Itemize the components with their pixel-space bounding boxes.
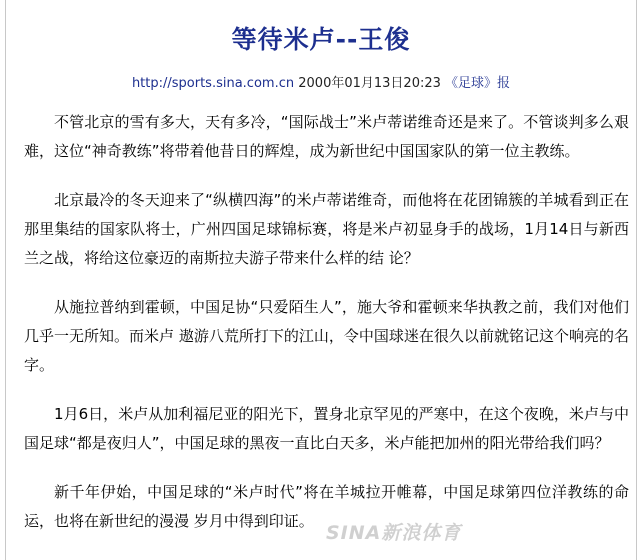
publish-datetime: 2000年01月13日20:23 xyxy=(298,76,441,91)
article-frame xyxy=(5,0,637,560)
source-publication-link[interactable]: 《足球》报 xyxy=(445,76,511,91)
article-meta xyxy=(6,72,636,91)
article-body xyxy=(24,108,629,556)
article-paragraph: 不管北京的雪有多大，天有多冷，“国际战士”米卢蒂诺维奇还是来了。不管谈判多么艰难，这位“神奇教练”将带着他昔日的辉煌，成为新世纪中国国家队的第一位主教练。 xyxy=(24,113,629,160)
source-url-link[interactable]: http://sports.sina.com.cn xyxy=(131,76,295,91)
article-paragraph: 从施拉普纳到霍顿，中国足协“只爱陌生人”，施大爷和霍顿来华执教之前，我们对他们几乎一无所知。而米卢 遨游八荒所打下的江山，令中国球迷在很久以前就铭记这个响亮的名字。 xyxy=(24,298,629,374)
article-paragraph: 1月6日，米卢从加利福尼亚的阳光下，置身北京罕见的严寒中，在这个夜晚，米卢与中国足球“都是夜归人”，中国足球的黑夜一直比白天多，米卢能把加州的阳光带给我们吗？ xyxy=(24,405,629,452)
article-title: 等待米卢--王俊 xyxy=(231,25,411,54)
article-paragraph: 新千年伊始，中国足球的“米卢时代”将在羊城拉开帷幕，中国足球第四位洋教练的命运，也将在新世纪的漫漫 岁月中得到印证。 xyxy=(24,483,629,530)
sina-sports-watermark: SINA新浪体育 xyxy=(326,522,462,544)
article-paragraph: 北京最冷的冬天迎来了“纵横四海”的米卢蒂诺维奇，而他将在花团锦簇的羊城看到正在那里集结的国家队将士，广州四国足球锦标赛，将是米卢初显身手的战场，1月14日与新西兰之战，将给这位豪迈的南斯拉夫游子带来什么样的结 论？ xyxy=(24,191,629,267)
